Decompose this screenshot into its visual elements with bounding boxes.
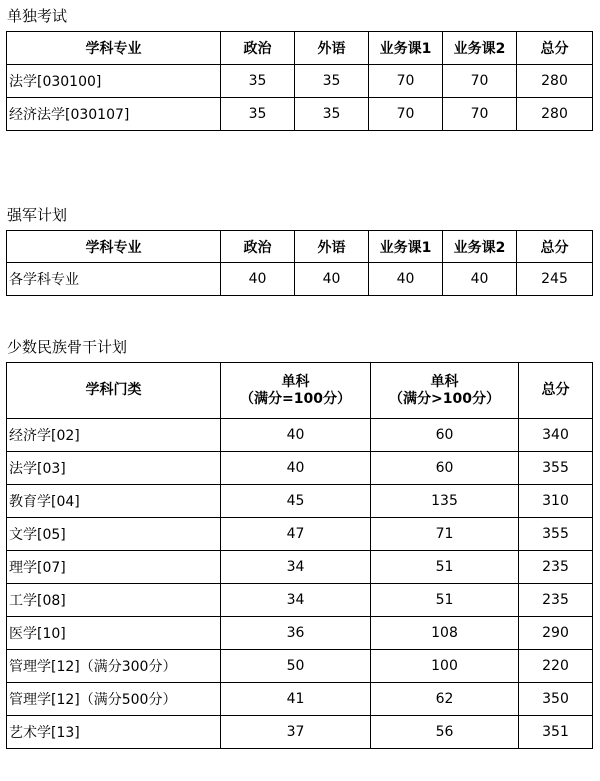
cell: 220: [519, 650, 593, 683]
cell: 340: [519, 419, 593, 452]
cell: 37: [221, 716, 371, 749]
cell: 310: [519, 485, 593, 518]
header-line: 总分: [541, 382, 570, 398]
cell: 教育学[04]: [7, 485, 221, 518]
cell: 56: [371, 716, 519, 749]
cell: 34: [221, 584, 371, 617]
cell: 350: [519, 683, 593, 716]
table-row: [7, 263, 593, 296]
cell: 35: [295, 65, 369, 98]
cell: 40: [221, 263, 295, 296]
header-cell: 学科专业: [7, 231, 221, 263]
cell: 351: [519, 716, 593, 749]
table-header-row: [7, 231, 593, 263]
table-row: [7, 650, 593, 683]
cell: 50: [221, 650, 371, 683]
cell: 245: [517, 263, 593, 296]
header-cell: 政治: [221, 32, 295, 65]
cell: 70: [443, 65, 517, 98]
cell: 62: [371, 683, 519, 716]
header-line: 单科: [281, 373, 310, 390]
cell: 355: [519, 518, 593, 551]
cell: 医学[10]: [7, 617, 221, 650]
section-title-independent-exam: 单独考试: [7, 7, 68, 25]
cell: 艺术学[13]: [7, 716, 221, 749]
score-table-minority-backbone-plan: [6, 362, 593, 749]
cell: 47: [221, 518, 371, 551]
cell: 280: [517, 65, 593, 98]
cell: 45: [221, 485, 371, 518]
cell: 工学[08]: [7, 584, 221, 617]
cell: 60: [371, 452, 519, 485]
cell: 290: [519, 617, 593, 650]
cell: 管理学[12]（满分500分）: [7, 683, 221, 716]
header-cell: 总分: [517, 231, 593, 263]
header-cell: [519, 363, 593, 419]
cell: 70: [369, 65, 443, 98]
cell: 40: [221, 419, 371, 452]
table-header-row: [7, 363, 593, 419]
table-row: [7, 551, 593, 584]
cell: 235: [519, 584, 593, 617]
cell: 71: [371, 518, 519, 551]
table-header-row: [7, 32, 593, 65]
cell: 35: [295, 98, 369, 131]
table-row: [7, 452, 593, 485]
cell: 51: [371, 584, 519, 617]
score-table-strong-army-plan: [6, 230, 593, 296]
header-cell: 业务课2: [443, 231, 517, 263]
cell: 35: [221, 65, 295, 98]
cell: 355: [519, 452, 593, 485]
cell: 41: [221, 683, 371, 716]
header-line: 单科: [430, 373, 459, 390]
table-row: [7, 518, 593, 551]
cell: 文学[05]: [7, 518, 221, 551]
cell: 70: [443, 98, 517, 131]
section-title-strong-army-plan: 强军计划: [7, 206, 68, 224]
cell: 100: [371, 650, 519, 683]
header-line: （满分=100分）: [240, 390, 351, 407]
header-cell: 政治: [221, 231, 295, 263]
cell: 280: [517, 98, 593, 131]
cell: 108: [371, 617, 519, 650]
table-row: [7, 98, 593, 131]
header-cell: [7, 363, 221, 419]
header-cell: [221, 363, 371, 419]
header-line: 学科门类: [85, 382, 142, 398]
header-cell: 外语: [295, 32, 369, 65]
cell: 135: [371, 485, 519, 518]
table-row: [7, 65, 593, 98]
cell: 40: [295, 263, 369, 296]
cell: 法学[03]: [7, 452, 221, 485]
cell: 36: [221, 617, 371, 650]
header-cell: 业务课2: [443, 32, 517, 65]
cell: 各学科专业: [7, 263, 221, 296]
cell: 40: [443, 263, 517, 296]
section-title-minority-backbone-plan: 少数民族骨干计划: [7, 338, 128, 356]
score-table-independent-exam: [6, 31, 593, 131]
table-row: [7, 419, 593, 452]
cell: 40: [369, 263, 443, 296]
cell: 理学[07]: [7, 551, 221, 584]
header-cell: 业务课1: [369, 32, 443, 65]
cell: 管理学[12]（满分300分）: [7, 650, 221, 683]
table-row: [7, 716, 593, 749]
cell: 235: [519, 551, 593, 584]
table-row: [7, 683, 593, 716]
cell: 法学[030100]: [7, 65, 221, 98]
cell: 经济学[02]: [7, 419, 221, 452]
cell: 35: [221, 98, 295, 131]
cell: 34: [221, 551, 371, 584]
cell: 60: [371, 419, 519, 452]
cell: 经济法学[030107]: [7, 98, 221, 131]
cell: 51: [371, 551, 519, 584]
cell: 40: [221, 452, 371, 485]
header-cell: 学科专业: [7, 32, 221, 65]
header-cell: 总分: [517, 32, 593, 65]
table-row: [7, 485, 593, 518]
header-cell: [371, 363, 519, 419]
header-cell: 业务课1: [369, 231, 443, 263]
header-line: （满分>100分）: [389, 390, 500, 407]
table-row: [7, 617, 593, 650]
cell: 70: [369, 98, 443, 131]
header-cell: 外语: [295, 231, 369, 263]
table-row: [7, 584, 593, 617]
